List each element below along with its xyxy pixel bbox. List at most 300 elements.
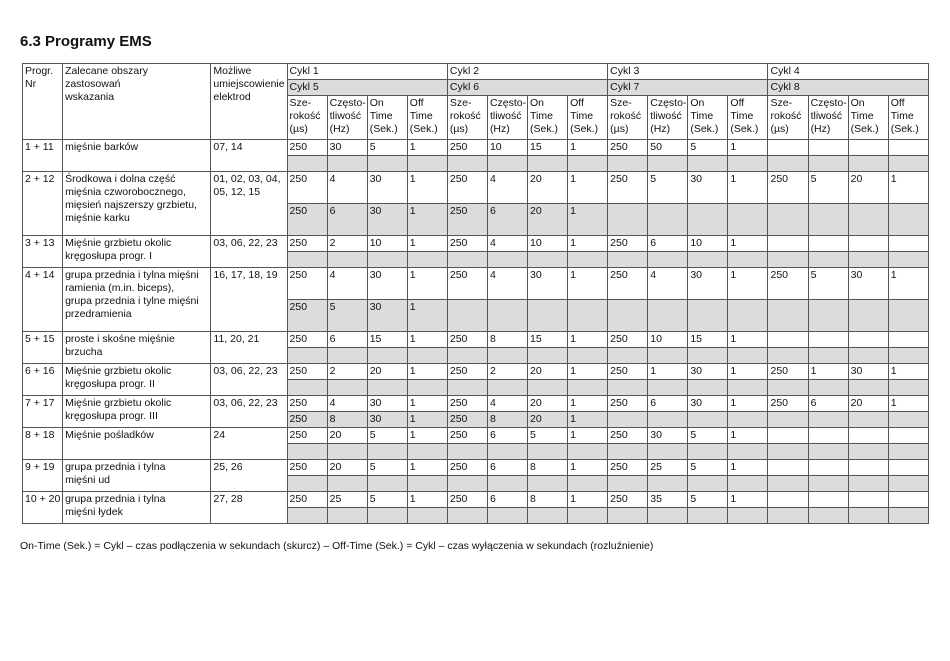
value-cell-alt xyxy=(648,508,688,524)
value-cell: 2 xyxy=(327,364,367,380)
value-cell: 1 xyxy=(568,140,608,156)
program-electrodes: 03, 06, 22, 23 xyxy=(211,396,287,428)
table-row xyxy=(23,140,929,156)
value-cell xyxy=(768,332,808,348)
value-cell-alt xyxy=(367,156,407,172)
table-row xyxy=(23,268,929,300)
value-cell: 1 xyxy=(728,492,768,508)
value-cell-alt xyxy=(407,156,447,172)
value-cell: 1 xyxy=(407,140,447,156)
value-cell-alt xyxy=(688,300,728,332)
value-cell-alt xyxy=(848,348,888,364)
value-cell-alt xyxy=(888,156,928,172)
value-cell-alt xyxy=(487,508,527,524)
value-cell: 1 xyxy=(407,332,447,348)
value-cell: 250 xyxy=(608,364,648,380)
value-cell: 5 xyxy=(688,140,728,156)
value-cell-alt xyxy=(808,444,848,460)
value-cell-alt xyxy=(528,444,568,460)
value-cell-alt xyxy=(447,300,487,332)
value-cell: 30 xyxy=(367,172,407,204)
value-cell-alt xyxy=(728,476,768,492)
value-cell: 1 xyxy=(568,428,608,444)
value-cell: 20 xyxy=(327,460,367,476)
value-cell-alt: 6 xyxy=(327,204,367,236)
value-cell: 250 xyxy=(768,268,808,300)
value-cell-alt xyxy=(487,348,527,364)
value-cell: 10 xyxy=(688,236,728,252)
value-cell-alt xyxy=(688,204,728,236)
value-cell: 1 xyxy=(728,332,768,348)
table-row xyxy=(23,460,929,476)
program-areas: Mięśnie grzbietu okolic kręgosłupa progr. I xyxy=(63,236,211,268)
value-cell: 250 xyxy=(608,492,648,508)
value-cell-alt xyxy=(768,156,808,172)
value-cell xyxy=(808,236,848,252)
value-cell: 4 xyxy=(648,268,688,300)
value-cell: 5 xyxy=(688,460,728,476)
value-cell: 20 xyxy=(848,396,888,412)
value-cell xyxy=(848,492,888,508)
value-cell: 4 xyxy=(487,268,527,300)
value-cell: 10 xyxy=(528,236,568,252)
value-cell-alt xyxy=(768,412,808,428)
value-cell-alt xyxy=(728,156,768,172)
value-cell: 4 xyxy=(327,396,367,412)
value-cell-alt xyxy=(367,476,407,492)
value-cell-alt xyxy=(808,508,848,524)
value-cell: 1 xyxy=(407,236,447,252)
value-cell-alt xyxy=(608,508,648,524)
value-cell-alt xyxy=(407,508,447,524)
value-cell: 5 xyxy=(367,460,407,476)
value-cell xyxy=(768,460,808,476)
value-cell: 250 xyxy=(768,364,808,380)
value-cell-alt xyxy=(728,348,768,364)
table-row xyxy=(23,428,929,444)
value-cell: 30 xyxy=(688,396,728,412)
value-cell: 4 xyxy=(487,396,527,412)
value-cell-alt: 5 xyxy=(327,300,367,332)
value-cell: 4 xyxy=(327,268,367,300)
program-areas: Mięśnie grzbietu okolic kręgosłupa progr. II xyxy=(63,364,211,396)
value-cell: 25 xyxy=(327,492,367,508)
value-cell-alt xyxy=(848,476,888,492)
table-row xyxy=(23,396,929,412)
value-cell xyxy=(848,236,888,252)
value-cell: 5 xyxy=(688,492,728,508)
value-cell-alt xyxy=(888,204,928,236)
value-cell: 250 xyxy=(447,364,487,380)
value-cell-alt: 250 xyxy=(287,204,327,236)
col-label-on-time-cycle-3: On Time (Sek.) xyxy=(688,96,728,140)
col-label-off-time-cycle-2: Off Time (Sek.) xyxy=(568,96,608,140)
value-cell-alt xyxy=(848,156,888,172)
value-cell: 250 xyxy=(287,396,327,412)
col-label-on-time-cycle-1: On Time (Sek.) xyxy=(367,96,407,140)
value-cell-alt xyxy=(808,252,848,268)
value-cell-alt xyxy=(367,348,407,364)
value-cell: 30 xyxy=(367,396,407,412)
value-cell: 15 xyxy=(528,332,568,348)
value-cell: 1 xyxy=(407,268,447,300)
value-cell xyxy=(888,140,928,156)
value-cell: 1 xyxy=(728,268,768,300)
program-areas: Mięśnie grzbietu okolic kręgosłupa progr. III xyxy=(63,396,211,428)
value-cell: 10 xyxy=(648,332,688,348)
value-cell-alt xyxy=(367,252,407,268)
value-cell-alt xyxy=(327,156,367,172)
header-cycle-3: Cykl 3 xyxy=(608,64,768,80)
value-cell xyxy=(888,236,928,252)
value-cell xyxy=(808,140,848,156)
value-cell xyxy=(808,332,848,348)
value-cell: 20 xyxy=(327,428,367,444)
value-cell-alt xyxy=(528,476,568,492)
value-cell xyxy=(808,460,848,476)
value-cell-alt xyxy=(608,380,648,396)
program-number: 10 + 20 xyxy=(23,492,63,524)
value-cell xyxy=(888,428,928,444)
value-cell-alt xyxy=(888,444,928,460)
value-cell xyxy=(848,428,888,444)
value-cell-alt xyxy=(447,508,487,524)
value-cell-alt xyxy=(888,348,928,364)
value-cell-alt xyxy=(688,380,728,396)
value-cell: 250 xyxy=(287,172,327,204)
program-electrodes: 24 xyxy=(211,428,287,460)
value-cell-alt xyxy=(648,444,688,460)
value-cell: 20 xyxy=(528,364,568,380)
footnote: On-Time (Sek.) = Cykl – czas podłączenia w sekundach (skurcz) – Off-Time (Sek.) = Cykl – czas wyłączenia w sekundach (rozluźnienie) xyxy=(20,540,654,552)
value-cell: 20 xyxy=(848,172,888,204)
value-cell: 250 xyxy=(287,268,327,300)
value-cell-alt xyxy=(728,412,768,428)
value-cell: 1 xyxy=(407,428,447,444)
table-row xyxy=(23,172,929,204)
value-cell-alt xyxy=(487,444,527,460)
value-cell: 1 xyxy=(728,460,768,476)
value-cell: 6 xyxy=(487,428,527,444)
value-cell-alt xyxy=(888,380,928,396)
value-cell-alt xyxy=(728,444,768,460)
header-cycle-7: Cykl 7 xyxy=(608,80,768,96)
value-cell-alt xyxy=(327,476,367,492)
value-cell: 20 xyxy=(367,364,407,380)
value-cell xyxy=(888,460,928,476)
header-cycle-4: Cykl 4 xyxy=(768,64,929,80)
value-cell: 250 xyxy=(608,428,648,444)
value-cell-alt xyxy=(568,444,608,460)
value-cell-alt xyxy=(888,300,928,332)
value-cell: 30 xyxy=(848,268,888,300)
value-cell-alt xyxy=(608,412,648,428)
value-cell-alt xyxy=(688,252,728,268)
value-cell: 30 xyxy=(648,428,688,444)
value-cell-alt xyxy=(528,348,568,364)
col-label-frequency-hz-cycle-1: Często- tliwość (Hz) xyxy=(327,96,367,140)
value-cell: 1 xyxy=(568,460,608,476)
value-cell-alt xyxy=(528,252,568,268)
value-cell: 250 xyxy=(768,396,808,412)
program-number: 3 + 13 xyxy=(23,236,63,268)
value-cell-alt xyxy=(768,476,808,492)
value-cell-alt xyxy=(327,252,367,268)
value-cell: 1 xyxy=(407,492,447,508)
value-cell-alt: 250 xyxy=(287,300,327,332)
program-number: 6 + 16 xyxy=(23,364,63,396)
value-cell-alt xyxy=(848,252,888,268)
col-label-width-us-cycle-3: Sze- rokość (µs) xyxy=(608,96,648,140)
program-number: 9 + 19 xyxy=(23,460,63,492)
program-number: 8 + 18 xyxy=(23,428,63,460)
value-cell-alt xyxy=(848,412,888,428)
value-cell: 5 xyxy=(648,172,688,204)
value-cell: 1 xyxy=(888,396,928,412)
value-cell-alt: 1 xyxy=(407,204,447,236)
value-cell: 250 xyxy=(447,236,487,252)
value-cell-alt: 1 xyxy=(568,412,608,428)
value-cell: 6 xyxy=(487,492,527,508)
value-cell: 8 xyxy=(528,492,568,508)
value-cell xyxy=(768,492,808,508)
value-cell: 250 xyxy=(447,268,487,300)
value-cell: 4 xyxy=(487,236,527,252)
value-cell: 1 xyxy=(888,172,928,204)
value-cell-alt xyxy=(407,444,447,460)
program-electrodes: 11, 20, 21 xyxy=(211,332,287,364)
value-cell: 1 xyxy=(888,364,928,380)
value-cell-alt xyxy=(608,252,648,268)
value-cell-alt xyxy=(768,508,808,524)
value-cell-alt xyxy=(728,508,768,524)
value-cell: 4 xyxy=(327,172,367,204)
value-cell-alt xyxy=(287,476,327,492)
value-cell-alt: 8 xyxy=(327,412,367,428)
value-cell: 5 xyxy=(367,428,407,444)
value-cell: 6 xyxy=(648,236,688,252)
value-cell-alt xyxy=(447,380,487,396)
col-label-off-time-cycle-4: Off Time (Sek.) xyxy=(888,96,928,140)
value-cell: 30 xyxy=(688,364,728,380)
value-cell-alt xyxy=(447,252,487,268)
value-cell-alt xyxy=(848,380,888,396)
value-cell-alt xyxy=(688,412,728,428)
col-label-off-time-cycle-3: Off Time (Sek.) xyxy=(728,96,768,140)
value-cell: 30 xyxy=(327,140,367,156)
value-cell-alt xyxy=(287,348,327,364)
value-cell: 250 xyxy=(447,428,487,444)
value-cell-alt xyxy=(648,252,688,268)
value-cell-alt xyxy=(648,348,688,364)
value-cell: 1 xyxy=(407,364,447,380)
value-cell-alt xyxy=(648,412,688,428)
value-cell-alt: 30 xyxy=(367,412,407,428)
table-row xyxy=(23,236,929,252)
value-cell-alt xyxy=(648,300,688,332)
value-cell: 250 xyxy=(447,460,487,476)
value-cell: 250 xyxy=(287,364,327,380)
program-number: 1 + 11 xyxy=(23,140,63,172)
value-cell-alt xyxy=(367,444,407,460)
value-cell: 1 xyxy=(568,172,608,204)
value-cell: 10 xyxy=(487,140,527,156)
value-cell: 5 xyxy=(528,428,568,444)
value-cell: 2 xyxy=(327,236,367,252)
value-cell-alt xyxy=(367,380,407,396)
value-cell-alt xyxy=(608,444,648,460)
value-cell: 15 xyxy=(367,332,407,348)
value-cell: 250 xyxy=(447,140,487,156)
value-cell: 5 xyxy=(808,268,848,300)
value-cell-alt xyxy=(728,300,768,332)
value-cell: 250 xyxy=(447,332,487,348)
value-cell-alt xyxy=(287,252,327,268)
value-cell-alt xyxy=(528,380,568,396)
value-cell-alt xyxy=(287,508,327,524)
value-cell xyxy=(768,140,808,156)
value-cell-alt: 20 xyxy=(528,412,568,428)
col-label-off-time-cycle-1: Off Time (Sek.) xyxy=(407,96,447,140)
value-cell xyxy=(848,460,888,476)
value-cell: 50 xyxy=(648,140,688,156)
header-cycle-1: Cykl 1 xyxy=(287,64,447,80)
value-cell-alt xyxy=(848,300,888,332)
value-cell: 30 xyxy=(528,268,568,300)
value-cell-alt: 30 xyxy=(367,204,407,236)
program-electrodes: 03, 06, 22, 23 xyxy=(211,236,287,268)
value-cell-alt: 1 xyxy=(407,300,447,332)
value-cell-alt xyxy=(487,476,527,492)
value-cell-alt xyxy=(768,348,808,364)
value-cell: 250 xyxy=(608,332,648,348)
value-cell: 15 xyxy=(528,140,568,156)
value-cell-alt xyxy=(608,156,648,172)
value-cell-alt xyxy=(568,348,608,364)
header-cycle-2: Cykl 2 xyxy=(447,64,607,80)
value-cell-alt xyxy=(688,508,728,524)
value-cell: 2 xyxy=(487,364,527,380)
value-cell: 250 xyxy=(608,396,648,412)
table-row xyxy=(23,364,929,380)
value-cell-alt xyxy=(808,412,848,428)
col-label-width-us-cycle-4: Sze- rokość (µs) xyxy=(768,96,808,140)
value-cell: 250 xyxy=(447,172,487,204)
value-cell-alt: 250 xyxy=(287,412,327,428)
value-cell: 250 xyxy=(608,172,648,204)
value-cell: 1 xyxy=(568,332,608,348)
value-cell: 1 xyxy=(888,268,928,300)
program-areas: mięśnie barków xyxy=(63,140,211,172)
col-label-frequency-hz-cycle-3: Często- tliwość (Hz) xyxy=(648,96,688,140)
header-cycle-6: Cykl 6 xyxy=(447,80,607,96)
value-cell-alt xyxy=(688,156,728,172)
value-cell-alt xyxy=(648,380,688,396)
value-cell: 1 xyxy=(648,364,688,380)
value-cell: 250 xyxy=(447,492,487,508)
value-cell: 35 xyxy=(648,492,688,508)
value-cell: 5 xyxy=(808,172,848,204)
value-cell xyxy=(768,428,808,444)
value-cell-alt xyxy=(487,156,527,172)
value-cell: 6 xyxy=(327,332,367,348)
program-number: 4 + 14 xyxy=(23,268,63,332)
value-cell-alt xyxy=(608,476,648,492)
value-cell xyxy=(808,428,848,444)
value-cell-alt xyxy=(568,476,608,492)
program-areas: Mięśnie pośladków xyxy=(63,428,211,460)
value-cell-alt xyxy=(728,204,768,236)
value-cell: 250 xyxy=(608,268,648,300)
program-electrodes: 27, 28 xyxy=(211,492,287,524)
col-label-frequency-hz-cycle-2: Często- tliwość (Hz) xyxy=(487,96,527,140)
value-cell: 10 xyxy=(367,236,407,252)
value-cell: 8 xyxy=(487,332,527,348)
table-body xyxy=(23,64,929,524)
value-cell: 6 xyxy=(648,396,688,412)
value-cell: 1 xyxy=(728,364,768,380)
program-electrodes: 03, 06, 22, 23 xyxy=(211,364,287,396)
value-cell-alt xyxy=(768,204,808,236)
value-cell: 30 xyxy=(688,268,728,300)
value-cell: 1 xyxy=(568,236,608,252)
value-cell: 250 xyxy=(768,172,808,204)
value-cell-alt xyxy=(808,156,848,172)
value-cell: 1 xyxy=(568,268,608,300)
program-areas: proste i skośne mięśnie brzucha xyxy=(63,332,211,364)
value-cell-alt xyxy=(808,348,848,364)
value-cell-alt xyxy=(728,252,768,268)
value-cell-alt xyxy=(327,444,367,460)
value-cell: 250 xyxy=(608,140,648,156)
value-cell: 30 xyxy=(848,364,888,380)
value-cell-alt xyxy=(648,156,688,172)
value-cell: 1 xyxy=(407,460,447,476)
value-cell-alt xyxy=(447,444,487,460)
col-label-width-us-cycle-2: Sze- rokość (µs) xyxy=(447,96,487,140)
value-cell: 1 xyxy=(568,364,608,380)
value-cell-alt xyxy=(407,252,447,268)
value-cell-alt xyxy=(608,204,648,236)
value-cell-alt: 30 xyxy=(367,300,407,332)
value-cell-alt xyxy=(447,348,487,364)
value-cell: 1 xyxy=(728,396,768,412)
value-cell: 250 xyxy=(287,460,327,476)
value-cell-alt xyxy=(608,348,648,364)
value-cell-alt xyxy=(728,380,768,396)
value-cell-alt xyxy=(688,444,728,460)
value-cell: 1 xyxy=(728,172,768,204)
value-cell-alt: 250 xyxy=(447,204,487,236)
value-cell: 4 xyxy=(487,172,527,204)
value-cell-alt xyxy=(327,348,367,364)
ems-programs-table xyxy=(22,63,929,524)
value-cell-alt xyxy=(888,508,928,524)
value-cell: 1 xyxy=(407,396,447,412)
value-cell: 15 xyxy=(688,332,728,348)
value-cell-alt xyxy=(568,252,608,268)
value-cell-alt xyxy=(568,380,608,396)
value-cell xyxy=(888,492,928,508)
value-cell-alt xyxy=(407,380,447,396)
page-title: 6.3 Programy EMS xyxy=(20,33,152,50)
value-cell-alt xyxy=(568,300,608,332)
value-cell: 250 xyxy=(287,332,327,348)
value-cell: 30 xyxy=(688,172,728,204)
value-cell-alt: 8 xyxy=(487,412,527,428)
value-cell-alt xyxy=(808,476,848,492)
col-label-frequency-hz-cycle-4: Często- tliwość (Hz) xyxy=(808,96,848,140)
